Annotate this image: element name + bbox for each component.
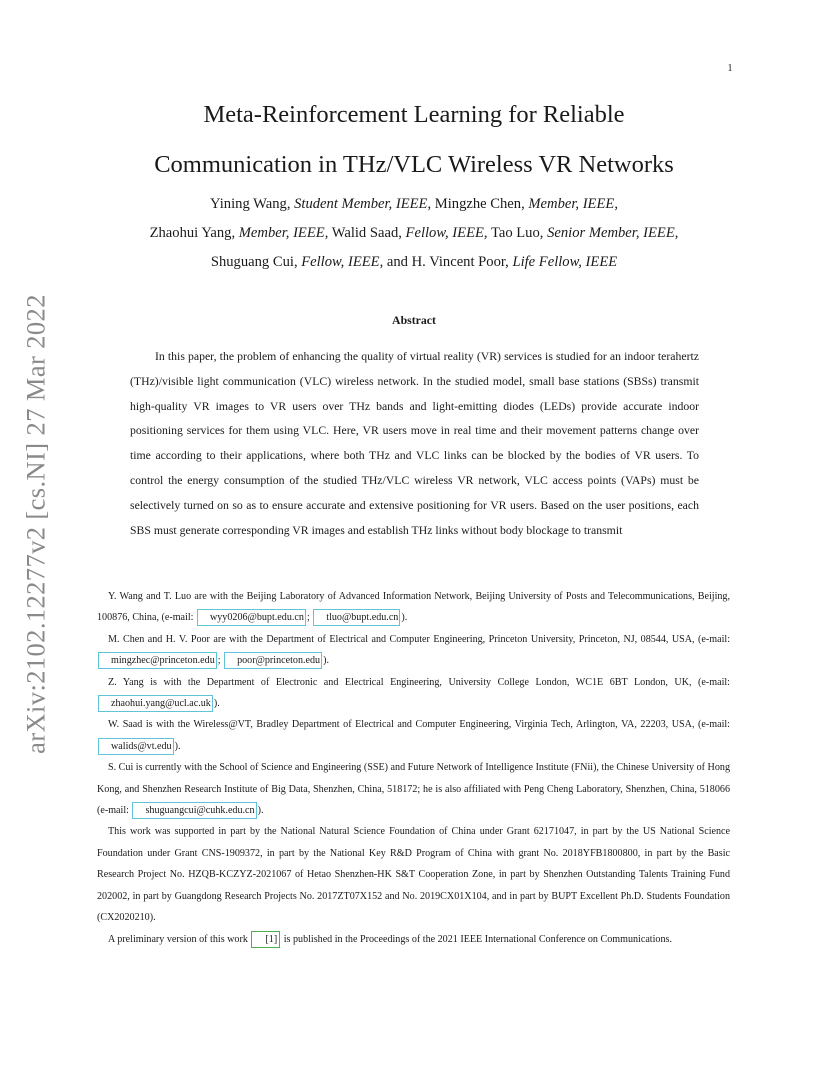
footnote-chen-poor: M. Chen and H. V. Poor are with the Department of Electrical and Computer Engineering, Princeton University, Princeton, NJ, 08544, USA, (e-mail: mingzhec@princeton.edu ; poor@princeton.edu ). <box>97 629 730 672</box>
arxiv-identifier: arXiv:2102.12277v2 [cs.NI] 27 Mar 2022 <box>20 294 51 754</box>
author-name: Shuguang Cui <box>210 254 294 270</box>
footnote-funding: This work was supported in part by the National Natural Science Foundation of China under Grant 62171047, in part by the US National Science Foundation under Grant CNS-1909372, in part by the National Key R&D Program of China with grant No. 2018YFB1800800, in part by the Basic Research Project No. HZQB-KCZYZ-2021067 of Hetao Shenzhen-HK S&T Cooperation Zone, in part by Shenzhen Outstanding Talents Training Fund 202002, in part by Guangdong Research Projects No. 2017ZT07X152 and No. 2019CX01X104, and in part by BUPT Excellent Ph.D. Students Foundation (CX2020210). <box>97 826 730 924</box>
author-line-2: Zhaohui Yang, Member, IEEE, Walid Saad, Fellow, IEEE, Tao Luo, Senior Member, IEEE, <box>149 225 679 241</box>
footnote-wang-luo: Y. Wang and T. Luo are with the Beijing Laboratory of Advanced Information Network, Beijing University of Posts and Telecommunications, Beijing, 100876, China, (e-mail: wyy0206@bupt.edu.cn ; tluo@bupt.edu.cn ). <box>97 586 730 629</box>
email-link[interactable]: tluo@bupt.edu.cn <box>313 609 400 626</box>
author-name: Yining Wang <box>210 196 287 212</box>
paper-title <box>80 90 748 190</box>
author-name: Walid Saad <box>331 225 399 241</box>
author-list <box>80 190 748 277</box>
footnote-yang: Z. Yang is with the Department of Electronic and Electrical Engineering, University College London, WC1E 6BT London, UK, (e-mail: zhaohui.yang@ucl.ac.uk ). <box>97 672 730 715</box>
author-role: Student Member, IEEE <box>294 196 428 212</box>
abstract-heading: Abstract <box>392 313 436 327</box>
author-line-3: Shuguang Cui, Fellow, IEEE, and H. Vincent Poor, Life Fellow, IEEE <box>210 254 618 270</box>
footnote-cui: S. Cui is currently with the School of Science and Engineering (SSE) and Future Network of Intelligence Institute (FNii), the Chinese University of Hong Kong, and Shenzhen Research Institute of Big Data, Shenzhen, China, 518172; he is also affiliated with Peng Cheng Laboratory, Shenzhen, China, 518066 (e-mail: shuguangcui@cuhk.edu.cn ). <box>97 757 730 821</box>
author-line-1: Yining Wang, Student Member, IEEE, Mingzhe Chen, Member, IEEE, <box>210 196 618 212</box>
author-role: Member, IEEE <box>238 225 325 241</box>
email-link[interactable]: shuguangcui@cuhk.edu.cn <box>132 802 256 819</box>
author-role: Life Fellow, IEEE <box>512 254 618 270</box>
citation-link[interactable]: [1] <box>251 931 280 948</box>
author-name: H. Vincent Poor <box>411 254 506 270</box>
author-role: Senior Member, IEEE <box>547 225 675 241</box>
author-name: Tao Luo <box>490 225 540 241</box>
author-role: Member, IEEE <box>528 196 615 212</box>
author-name: Mingzhe Chen <box>434 196 522 212</box>
author-name: Zhaohui Yang <box>149 225 232 241</box>
email-link[interactable]: walids@vt.edu <box>98 738 174 755</box>
email-link[interactable]: poor@princeton.edu <box>224 652 322 669</box>
abstract-body: In this paper, the problem of enhancing the quality of virtual reality (VR) services is studied for an indoor terahertz (THz)/visible light communication (VLC) wireless network. In the studied model, small base stations (SBSs) transmit high-quality VR images to VR users over THz bands and light-emitting diodes (LEDs) provide accurate indoor positioning services for them using VLC. Here, VR users move in real time and their movement patterns change over time according to their applications, where both THz and VLC links can be blocked by the bodies of VR users. To control the energy consumption of the studied THz/VLC wireless VR network, VLC access points (VAPs) must be selectively turned on so as to ensure accurate and extensive positioning for VR users. Based on the user positions, each SBS must generate corresponding VR images and establish THz links without body blockage to transmit <box>130 350 699 537</box>
author-role: Fellow, IEEE <box>405 225 484 241</box>
author-role: Fellow, IEEE <box>301 254 380 270</box>
email-link[interactable]: wyy0206@bupt.edu.cn <box>197 609 306 626</box>
title-line-1: Meta-Reinforcement Learning for Reliable <box>203 101 625 128</box>
email-link[interactable]: mingzhec@princeton.edu <box>98 652 217 669</box>
footnote-preliminary: A preliminary version of this work [1] is published in the Proceedings of the 2021 IEEE International Conference on Communications. <box>97 929 730 950</box>
arxiv-stamp <box>16 291 56 757</box>
page-number: 1 <box>727 63 733 74</box>
title-line-2: Communication in THz/VLC Wireless VR Networks <box>154 151 674 178</box>
footnote-saad: W. Saad is with the Wireless@VT, Bradley Department of Electrical and Computer Engineering, Virginia Tech, Arlington, VA, 22203, USA, (e-mail: walids@vt.edu ). <box>97 714 730 757</box>
footnotes <box>97 586 730 950</box>
email-link[interactable]: zhaohui.yang@ucl.ac.uk <box>98 695 213 712</box>
